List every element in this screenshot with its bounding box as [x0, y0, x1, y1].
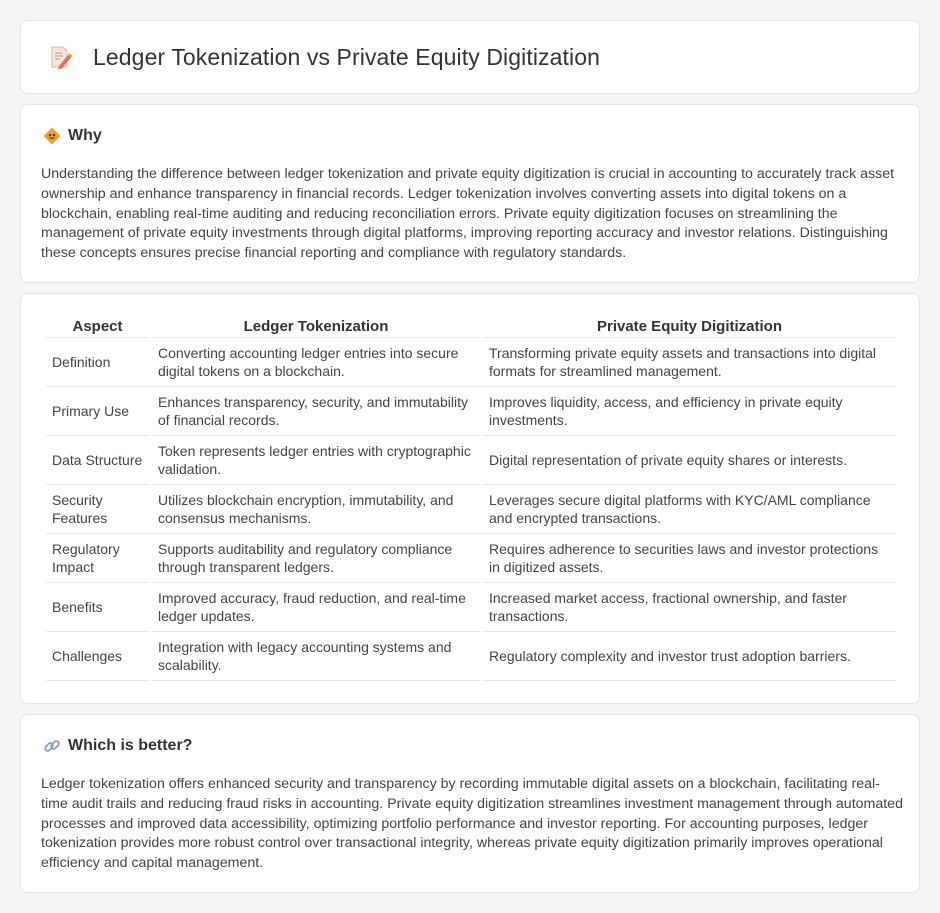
aspect-cell: Challenges — [46, 632, 149, 681]
why-heading: Why — [68, 127, 102, 144]
ledger-cell: Token represents ledger entries with cryptographic validation. — [152, 436, 480, 485]
ledger-cell: Improved accuracy, fraud reduction, and real-time ledger updates. — [152, 583, 480, 632]
link-icon — [43, 737, 61, 755]
aspect-cell: Regulatory Impact — [46, 534, 149, 583]
which-is-better-section — [20, 714, 920, 893]
which-is-better-text: Ledger tokenization offers enhanced security and transparency by recording immutable digital assets on a blockchain, facilitating real-time audit trails and reducing fraud risks in accounting. Private equity digitization streamlines investment management through automated processes and improved data accessibility, optimizing portfolio performance and investor reporting. For accounting purposes, ledger tokenization provides more robust control over transactional integrity, whereas private equity digitization primarily improves operational efficiency and capital management. — [41, 776, 903, 872]
diamond-icon — [43, 127, 61, 145]
equity-cell: Improves liquidity, access, and efficiency in private equity investments. — [483, 387, 896, 436]
ledger-cell: Converting accounting ledger entries into secure digital tokens on a blockchain. — [152, 338, 480, 387]
comparison-card — [20, 293, 920, 704]
table-row — [46, 485, 896, 534]
why-section — [20, 104, 920, 283]
header-aspect: Aspect — [46, 316, 149, 338]
ledger-cell: Supports auditability and regulatory compliance through transparent ledgers. — [152, 534, 480, 583]
table-row — [46, 583, 896, 632]
equity-cell: Transforming private equity assets and transactions into digital formats for streamlined management. — [483, 338, 896, 387]
ledger-cell: Integration with legacy accounting systems and scalability. — [152, 632, 480, 681]
ledger-cell: Enhances transparency, security, and immutability of financial records. — [152, 387, 480, 436]
ledger-cell: Utilizes blockchain encryption, immutability, and consensus mechanisms. — [152, 485, 480, 534]
aspect-cell: Security Features — [46, 485, 149, 534]
equity-cell: Requires adherence to securities laws and investor protections in digitized assets. — [483, 534, 896, 583]
equity-cell: Regulatory complexity and investor trust adoption barriers. — [483, 632, 896, 681]
comparison-table — [43, 316, 899, 681]
header-private-equity-digitization: Private Equity Digitization — [483, 316, 896, 338]
which-is-better-heading: Which is better? — [68, 737, 193, 754]
aspect-cell: Benefits — [46, 583, 149, 632]
table-row — [46, 387, 896, 436]
aspect-cell: Data Structure — [46, 436, 149, 485]
table-row — [46, 534, 896, 583]
document-pencil-icon — [47, 44, 73, 70]
why-text: Understanding the difference between ledger tokenization and private equity digitization is crucial in accounting to accurately track asset ownership and enhance transparency in financial records. Ledger tokenization involves converting assets into digital tokens on a blockchain, enabling real-time auditing and reducing reconciliation errors. Private equity digitization focuses on streamlining the management of private equity investments through digital platforms, improving reporting accuracy and investor relations. Distinguishing these concepts ensures precise financial reporting and compliance with regulatory standards. — [41, 166, 895, 262]
equity-cell: Digital representation of private equity shares or interests. — [483, 436, 896, 485]
table-row — [46, 632, 896, 681]
aspect-cell: Definition — [46, 338, 149, 387]
table-header-row — [46, 316, 896, 338]
page-title: Ledger Tokenization vs Private Equity Digitization — [93, 43, 601, 70]
header-ledger-tokenization: Ledger Tokenization — [152, 316, 480, 338]
equity-cell: Leverages secure digital platforms with KYC/AML compliance and encrypted transactions. — [483, 485, 896, 534]
table-row — [46, 436, 896, 485]
aspect-cell: Primary Use — [46, 387, 149, 436]
title-card — [20, 20, 920, 94]
table-row — [46, 338, 896, 387]
equity-cell: Increased market access, fractional ownership, and faster transactions. — [483, 583, 896, 632]
